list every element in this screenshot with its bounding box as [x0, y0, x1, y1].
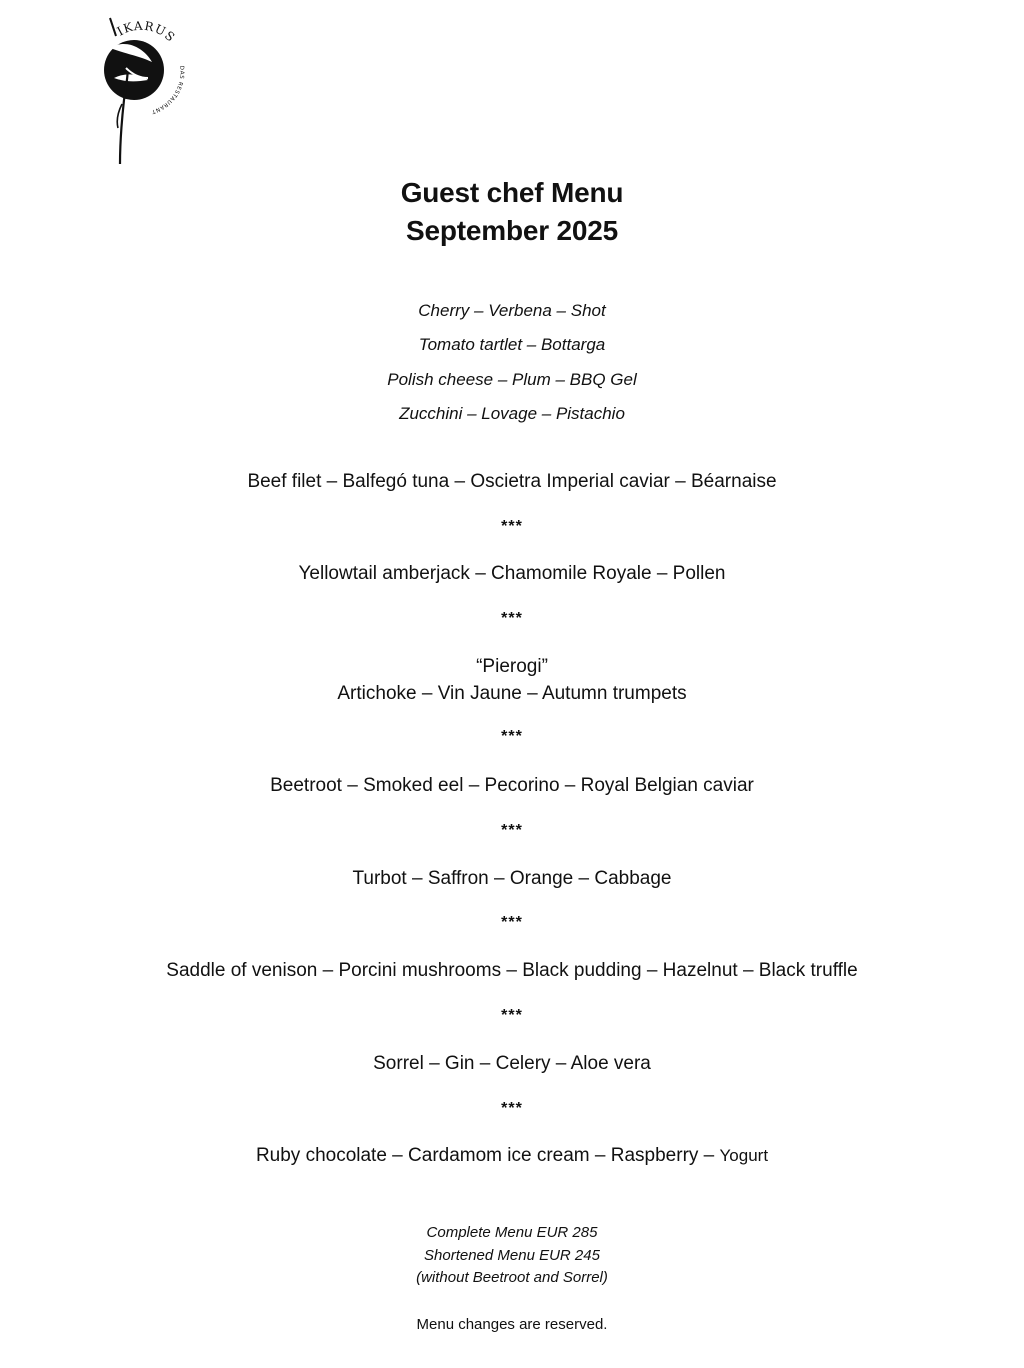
course-separator: *** — [501, 822, 523, 839]
price-shortened: Shortened Menu EUR 245 — [424, 1247, 600, 1264]
course-separator: *** — [501, 518, 523, 535]
amuse-item: Tomato tartlet – Bottarga — [418, 335, 606, 354]
menu-changes-note: Menu changes are reserved. — [416, 1316, 608, 1333]
course-8 — [0, 1143, 1024, 1169]
course-separator: *** — [501, 1007, 523, 1024]
course-3-title: “Pierogi” — [476, 656, 548, 677]
course-1: Beef filet – Balfegó tuna – Oscietra Imperial caviar – Béarnaise — [247, 471, 777, 492]
ikarus-logo — [96, 8, 192, 168]
amuse-item: Zucchini – Lovage – Pistachio — [399, 404, 625, 423]
ikarus-figure-logo-icon — [96, 8, 192, 168]
logo-brand-text: IKARUS — [114, 18, 179, 45]
course-5: Turbot – Saffron – Orange – Cabbage — [352, 868, 672, 889]
course-8-end: Yogurt — [719, 1146, 769, 1165]
course-6: Saddle of venison – Porcini mushrooms – Black pudding – Hazelnut – Black truffle — [166, 960, 858, 981]
page-subtitle: September 2025 — [406, 215, 618, 246]
course-7: Sorrel – Gin – Celery – Aloe vera — [373, 1053, 651, 1074]
course-separator: *** — [501, 610, 523, 627]
course-3: Artichoke – Vin Jaune – Autumn trumpets — [337, 683, 687, 704]
price-shortened-note: (without Beetroot and Sorrel) — [416, 1269, 608, 1286]
course-separator: *** — [501, 914, 523, 931]
price-complete: Complete Menu EUR 285 — [426, 1224, 598, 1241]
logo-sub-text: DAS RESTAURANT — [150, 65, 185, 115]
course-4: Beetroot – Smoked eel – Pecorino – Royal Belgian caviar — [270, 775, 754, 796]
page-title: Guest chef Menu — [400, 177, 624, 208]
svg-text:IKARUS — [115, 19, 178, 45]
course-separator: *** — [501, 1100, 523, 1117]
course-2: Yellowtail amberjack – Chamomile Royale – Pollen — [298, 563, 726, 584]
amuse-item: Polish cheese – Plum – BBQ Gel — [387, 370, 637, 389]
course-separator: *** — [501, 728, 523, 745]
course-8-main: Ruby chocolate – Cardamom ice cream – Raspberry – — [255, 1145, 720, 1166]
amuse-item: Cherry – Verbena – Shot — [418, 301, 606, 320]
